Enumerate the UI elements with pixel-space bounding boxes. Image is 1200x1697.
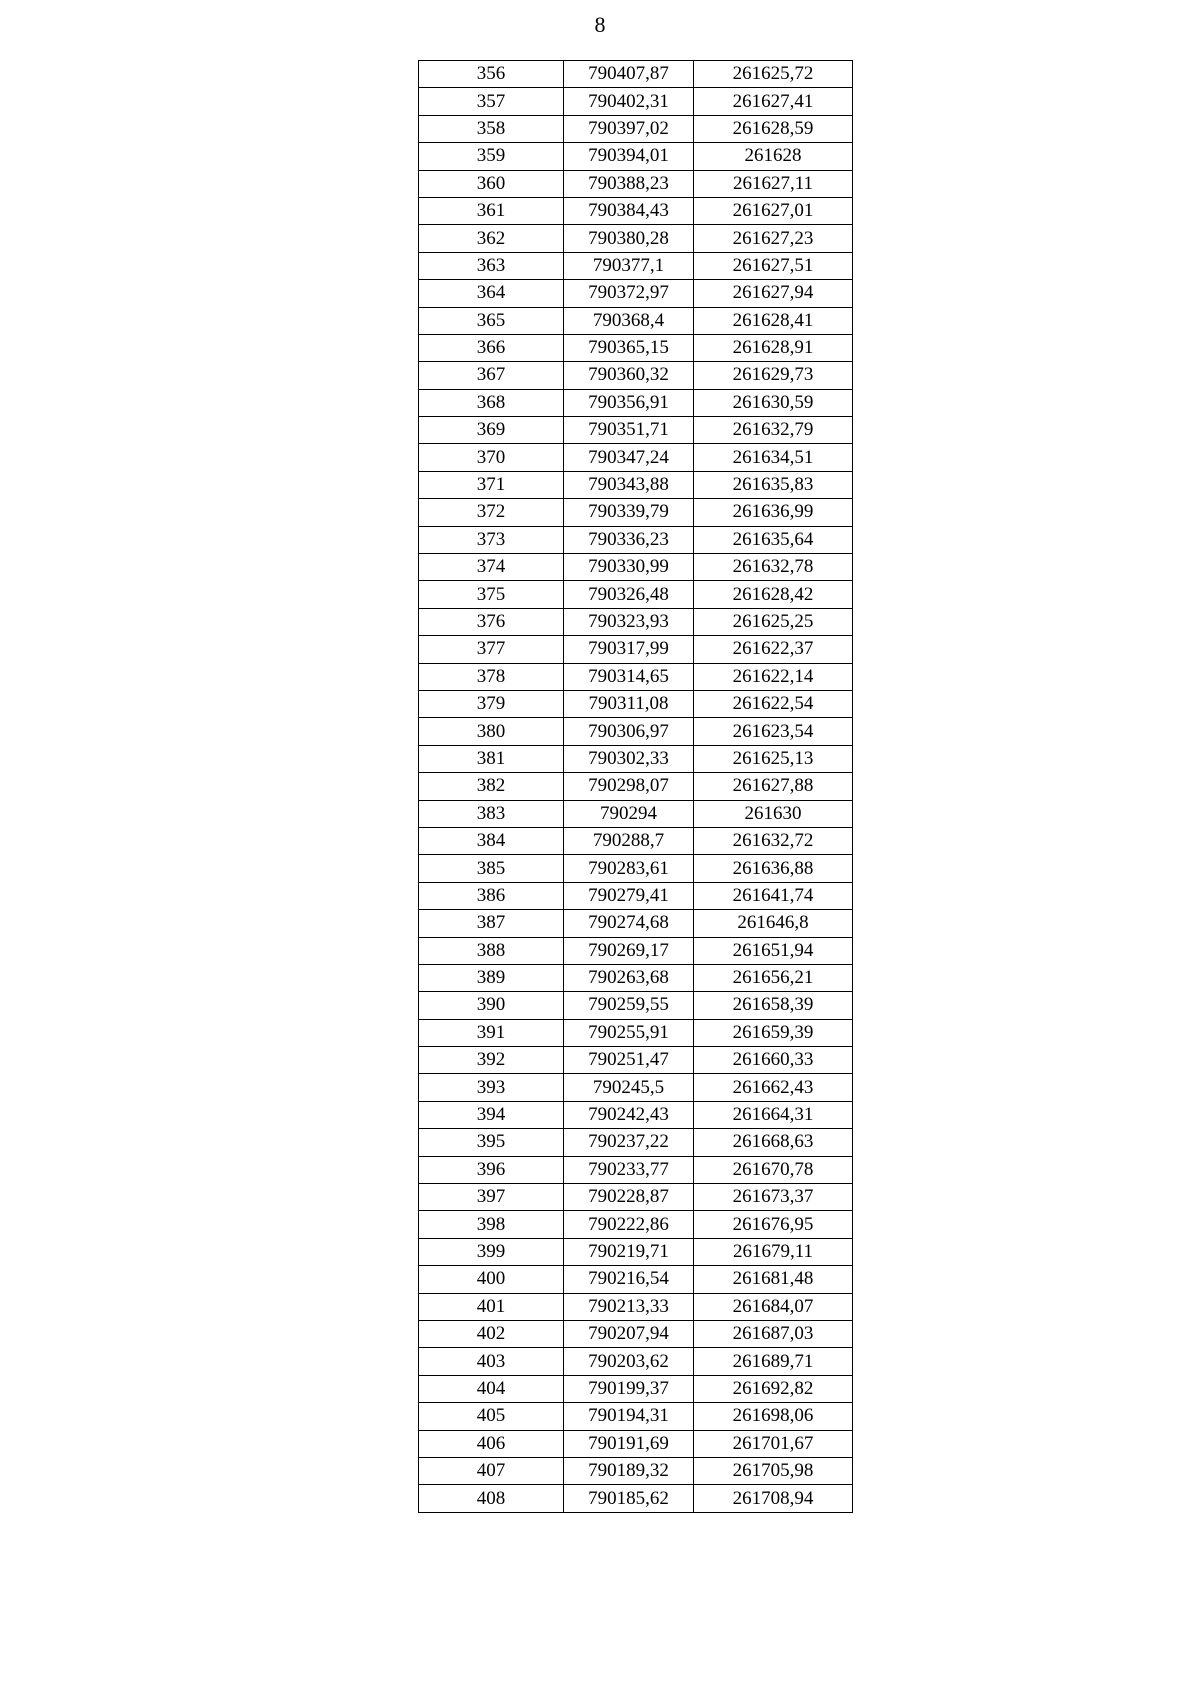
table-row xyxy=(419,718,853,745)
point-number-cell: 387 xyxy=(419,910,564,937)
x-coordinate-cell: 790380,28 xyxy=(564,225,694,252)
table-row xyxy=(419,1019,853,1046)
point-number-cell: 358 xyxy=(419,115,564,142)
point-number-cell: 393 xyxy=(419,1074,564,1101)
y-coordinate-cell: 261698,06 xyxy=(694,1403,853,1430)
point-number-cell: 363 xyxy=(419,252,564,279)
y-coordinate-cell: 261627,01 xyxy=(694,197,853,224)
point-number-cell: 371 xyxy=(419,471,564,498)
point-number-cell: 389 xyxy=(419,964,564,991)
x-coordinate-cell: 790326,48 xyxy=(564,581,694,608)
table-row xyxy=(419,663,853,690)
x-coordinate-cell: 790347,24 xyxy=(564,444,694,471)
table-row xyxy=(419,1485,853,1512)
y-coordinate-cell: 261689,71 xyxy=(694,1348,853,1375)
point-number-cell: 384 xyxy=(419,827,564,854)
y-coordinate-cell: 261627,51 xyxy=(694,252,853,279)
point-number-cell: 382 xyxy=(419,773,564,800)
x-coordinate-cell: 790242,43 xyxy=(564,1101,694,1128)
table-row xyxy=(419,61,853,88)
x-coordinate-cell: 790245,5 xyxy=(564,1074,694,1101)
table-row xyxy=(419,225,853,252)
x-coordinate-cell: 790351,71 xyxy=(564,417,694,444)
y-coordinate-cell: 261635,64 xyxy=(694,526,853,553)
x-coordinate-cell: 790311,08 xyxy=(564,690,694,717)
point-number-cell: 408 xyxy=(419,1485,564,1512)
y-coordinate-cell: 261692,82 xyxy=(694,1375,853,1402)
x-coordinate-cell: 790222,86 xyxy=(564,1211,694,1238)
point-number-cell: 404 xyxy=(419,1375,564,1402)
x-coordinate-cell: 790294 xyxy=(564,800,694,827)
y-coordinate-cell: 261676,95 xyxy=(694,1211,853,1238)
x-coordinate-cell: 790330,99 xyxy=(564,554,694,581)
table-row xyxy=(419,1403,853,1430)
y-coordinate-cell: 261673,37 xyxy=(694,1184,853,1211)
point-number-cell: 374 xyxy=(419,554,564,581)
point-number-cell: 367 xyxy=(419,362,564,389)
point-number-cell: 403 xyxy=(419,1348,564,1375)
y-coordinate-cell: 261629,73 xyxy=(694,362,853,389)
y-coordinate-cell: 261687,03 xyxy=(694,1320,853,1347)
x-coordinate-cell: 790255,91 xyxy=(564,1019,694,1046)
point-number-cell: 370 xyxy=(419,444,564,471)
point-number-cell: 362 xyxy=(419,225,564,252)
x-coordinate-cell: 790263,68 xyxy=(564,964,694,991)
point-number-cell: 356 xyxy=(419,61,564,88)
table-row xyxy=(419,745,853,772)
y-coordinate-cell: 261636,88 xyxy=(694,855,853,882)
x-coordinate-cell: 790191,69 xyxy=(564,1430,694,1457)
y-coordinate-cell: 261668,63 xyxy=(694,1129,853,1156)
table-row xyxy=(419,526,853,553)
x-coordinate-cell: 790388,23 xyxy=(564,170,694,197)
x-coordinate-cell: 790397,02 xyxy=(564,115,694,142)
x-coordinate-cell: 790402,31 xyxy=(564,88,694,115)
table-row xyxy=(419,1156,853,1183)
x-coordinate-cell: 790259,55 xyxy=(564,992,694,1019)
table-row xyxy=(419,499,853,526)
table-row xyxy=(419,280,853,307)
y-coordinate-cell: 261632,78 xyxy=(694,554,853,581)
y-coordinate-cell: 261628,59 xyxy=(694,115,853,142)
y-coordinate-cell: 261625,13 xyxy=(694,745,853,772)
y-coordinate-cell: 261627,88 xyxy=(694,773,853,800)
x-coordinate-cell: 790213,33 xyxy=(564,1293,694,1320)
point-number-cell: 373 xyxy=(419,526,564,553)
x-coordinate-cell: 790251,47 xyxy=(564,1047,694,1074)
point-number-cell: 372 xyxy=(419,499,564,526)
y-coordinate-cell: 261630,59 xyxy=(694,389,853,416)
table-row xyxy=(419,964,853,991)
x-coordinate-cell: 790302,33 xyxy=(564,745,694,772)
table-row xyxy=(419,143,853,170)
point-number-cell: 398 xyxy=(419,1211,564,1238)
x-coordinate-cell: 790356,91 xyxy=(564,389,694,416)
x-coordinate-cell: 790368,4 xyxy=(564,307,694,334)
point-number-cell: 388 xyxy=(419,937,564,964)
table-row xyxy=(419,1211,853,1238)
y-coordinate-cell: 261625,25 xyxy=(694,608,853,635)
x-coordinate-cell: 790394,01 xyxy=(564,143,694,170)
point-number-cell: 401 xyxy=(419,1293,564,1320)
table-row xyxy=(419,608,853,635)
y-coordinate-cell: 261701,67 xyxy=(694,1430,853,1457)
table-row xyxy=(419,937,853,964)
point-number-cell: 385 xyxy=(419,855,564,882)
y-coordinate-cell: 261662,43 xyxy=(694,1074,853,1101)
x-coordinate-cell: 790365,15 xyxy=(564,334,694,361)
table-row xyxy=(419,636,853,663)
table-row xyxy=(419,773,853,800)
table-row xyxy=(419,417,853,444)
x-coordinate-cell: 790360,32 xyxy=(564,362,694,389)
y-coordinate-cell: 261659,39 xyxy=(694,1019,853,1046)
table-row xyxy=(419,1375,853,1402)
point-number-cell: 399 xyxy=(419,1238,564,1265)
x-coordinate-cell: 790203,62 xyxy=(564,1348,694,1375)
y-coordinate-cell: 261627,11 xyxy=(694,170,853,197)
y-coordinate-cell: 261627,94 xyxy=(694,280,853,307)
y-coordinate-cell: 261625,72 xyxy=(694,61,853,88)
y-coordinate-cell: 261651,94 xyxy=(694,937,853,964)
point-number-cell: 361 xyxy=(419,197,564,224)
x-coordinate-cell: 790288,7 xyxy=(564,827,694,854)
y-coordinate-cell: 261684,07 xyxy=(694,1293,853,1320)
y-coordinate-cell: 261658,39 xyxy=(694,992,853,1019)
y-coordinate-cell: 261628,41 xyxy=(694,307,853,334)
x-coordinate-cell: 790269,17 xyxy=(564,937,694,964)
table-row xyxy=(419,1266,853,1293)
x-coordinate-cell: 790228,87 xyxy=(564,1184,694,1211)
table-row xyxy=(419,1074,853,1101)
table-row xyxy=(419,389,853,416)
x-coordinate-cell: 790185,62 xyxy=(564,1485,694,1512)
x-coordinate-cell: 790343,88 xyxy=(564,471,694,498)
table-row xyxy=(419,471,853,498)
point-number-cell: 386 xyxy=(419,882,564,909)
y-coordinate-cell: 261641,74 xyxy=(694,882,853,909)
table-row xyxy=(419,855,853,882)
table-row xyxy=(419,1293,853,1320)
y-coordinate-cell: 261664,31 xyxy=(694,1101,853,1128)
y-coordinate-cell: 261679,11 xyxy=(694,1238,853,1265)
y-coordinate-cell: 261628,42 xyxy=(694,581,853,608)
point-number-cell: 400 xyxy=(419,1266,564,1293)
x-coordinate-cell: 790233,77 xyxy=(564,1156,694,1183)
x-coordinate-cell: 790314,65 xyxy=(564,663,694,690)
point-number-cell: 396 xyxy=(419,1156,564,1183)
table-row xyxy=(419,1348,853,1375)
table-row xyxy=(419,690,853,717)
point-number-cell: 368 xyxy=(419,389,564,416)
point-number-cell: 360 xyxy=(419,170,564,197)
point-number-cell: 402 xyxy=(419,1320,564,1347)
x-coordinate-cell: 790323,93 xyxy=(564,608,694,635)
point-number-cell: 364 xyxy=(419,280,564,307)
y-coordinate-cell: 261635,83 xyxy=(694,471,853,498)
y-coordinate-cell: 261660,33 xyxy=(694,1047,853,1074)
table-row xyxy=(419,882,853,909)
point-number-cell: 380 xyxy=(419,718,564,745)
table-row xyxy=(419,827,853,854)
table-row xyxy=(419,197,853,224)
x-coordinate-cell: 790339,79 xyxy=(564,499,694,526)
point-number-cell: 406 xyxy=(419,1430,564,1457)
point-number-cell: 375 xyxy=(419,581,564,608)
page-number: 8 xyxy=(594,12,606,37)
y-coordinate-cell: 261705,98 xyxy=(694,1457,853,1484)
x-coordinate-cell: 790237,22 xyxy=(564,1129,694,1156)
coordinates-table xyxy=(418,60,853,1513)
x-coordinate-cell: 790274,68 xyxy=(564,910,694,937)
y-coordinate-cell: 261636,99 xyxy=(694,499,853,526)
point-number-cell: 390 xyxy=(419,992,564,1019)
table-row xyxy=(419,800,853,827)
y-coordinate-cell: 261670,78 xyxy=(694,1156,853,1183)
x-coordinate-cell: 790317,99 xyxy=(564,636,694,663)
table-row xyxy=(419,1101,853,1128)
table-row xyxy=(419,992,853,1019)
y-coordinate-cell: 261630 xyxy=(694,800,853,827)
table-row xyxy=(419,581,853,608)
table-row xyxy=(419,334,853,361)
table-row xyxy=(419,910,853,937)
y-coordinate-cell: 261708,94 xyxy=(694,1485,853,1512)
point-number-cell: 366 xyxy=(419,334,564,361)
y-coordinate-cell: 261646,8 xyxy=(694,910,853,937)
point-number-cell: 392 xyxy=(419,1047,564,1074)
point-number-cell: 359 xyxy=(419,143,564,170)
table-row xyxy=(419,1457,853,1484)
y-coordinate-cell: 261628 xyxy=(694,143,853,170)
x-coordinate-cell: 790407,87 xyxy=(564,61,694,88)
x-coordinate-cell: 790384,43 xyxy=(564,197,694,224)
x-coordinate-cell: 790372,97 xyxy=(564,280,694,307)
table-row xyxy=(419,252,853,279)
x-coordinate-cell: 790219,71 xyxy=(564,1238,694,1265)
y-coordinate-cell: 261632,72 xyxy=(694,827,853,854)
point-number-cell: 377 xyxy=(419,636,564,663)
x-coordinate-cell: 790306,97 xyxy=(564,718,694,745)
x-coordinate-cell: 790216,54 xyxy=(564,1266,694,1293)
x-coordinate-cell: 790189,32 xyxy=(564,1457,694,1484)
point-number-cell: 365 xyxy=(419,307,564,334)
y-coordinate-cell: 261627,41 xyxy=(694,88,853,115)
x-coordinate-cell: 790377,1 xyxy=(564,252,694,279)
y-coordinate-cell: 261681,48 xyxy=(694,1266,853,1293)
point-number-cell: 369 xyxy=(419,417,564,444)
point-number-cell: 397 xyxy=(419,1184,564,1211)
x-coordinate-cell: 790283,61 xyxy=(564,855,694,882)
table-row xyxy=(419,307,853,334)
point-number-cell: 357 xyxy=(419,88,564,115)
table-row xyxy=(419,1129,853,1156)
y-coordinate-cell: 261627,23 xyxy=(694,225,853,252)
point-number-cell: 383 xyxy=(419,800,564,827)
table-row xyxy=(419,1238,853,1265)
x-coordinate-cell: 790279,41 xyxy=(564,882,694,909)
point-number-cell: 405 xyxy=(419,1403,564,1430)
x-coordinate-cell: 790336,23 xyxy=(564,526,694,553)
table-row xyxy=(419,1430,853,1457)
table-row xyxy=(419,1184,853,1211)
x-coordinate-cell: 790194,31 xyxy=(564,1403,694,1430)
point-number-cell: 394 xyxy=(419,1101,564,1128)
y-coordinate-cell: 261623,54 xyxy=(694,718,853,745)
point-number-cell: 407 xyxy=(419,1457,564,1484)
coordinates-table-body xyxy=(419,61,853,1513)
table-row xyxy=(419,170,853,197)
x-coordinate-cell: 790199,37 xyxy=(564,1375,694,1402)
table-row xyxy=(419,444,853,471)
y-coordinate-cell: 261632,79 xyxy=(694,417,853,444)
table-row xyxy=(419,1320,853,1347)
y-coordinate-cell: 261622,54 xyxy=(694,690,853,717)
point-number-cell: 391 xyxy=(419,1019,564,1046)
point-number-cell: 381 xyxy=(419,745,564,772)
y-coordinate-cell: 261656,21 xyxy=(694,964,853,991)
table-row xyxy=(419,362,853,389)
y-coordinate-cell: 261628,91 xyxy=(694,334,853,361)
point-number-cell: 378 xyxy=(419,663,564,690)
table-row xyxy=(419,88,853,115)
table-row xyxy=(419,554,853,581)
table-row xyxy=(419,115,853,142)
point-number-cell: 379 xyxy=(419,690,564,717)
x-coordinate-cell: 790207,94 xyxy=(564,1320,694,1347)
y-coordinate-cell: 261622,37 xyxy=(694,636,853,663)
y-coordinate-cell: 261634,51 xyxy=(694,444,853,471)
y-coordinate-cell: 261622,14 xyxy=(694,663,853,690)
table-row xyxy=(419,1047,853,1074)
x-coordinate-cell: 790298,07 xyxy=(564,773,694,800)
point-number-cell: 395 xyxy=(419,1129,564,1156)
point-number-cell: 376 xyxy=(419,608,564,635)
